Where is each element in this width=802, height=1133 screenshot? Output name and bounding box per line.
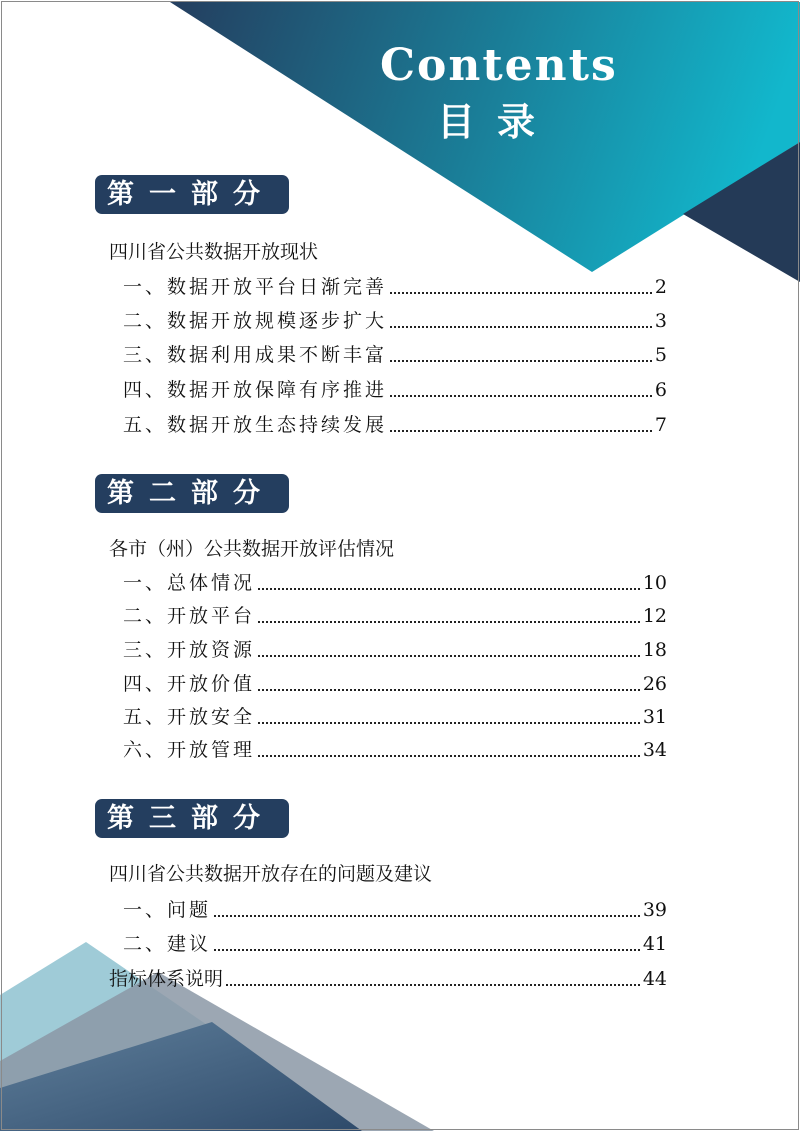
toc-entry-page: 12 xyxy=(642,605,667,627)
dot-leader xyxy=(214,949,640,951)
toc-entry[interactable] xyxy=(123,637,667,663)
toc-entry-label: 三、数据利用成果不断丰富 xyxy=(123,344,388,366)
toc-entry[interactable] xyxy=(123,308,667,334)
toc-entry-label: 二、数据开放规模逐步扩大 xyxy=(123,310,388,332)
toc-entry-page: 10 xyxy=(642,572,667,594)
toc-entry-label: 六、开放管理 xyxy=(123,739,256,761)
toc-entry-label: 一、总体情况 xyxy=(123,572,256,594)
part-1-heading: 四川省公共数据开放现状 xyxy=(109,241,319,263)
toc-entry-page: 34 xyxy=(642,739,667,761)
toc-entry-label: 指标体系说明 xyxy=(109,968,224,990)
toc-entry[interactable] xyxy=(123,931,667,957)
toc-entry-label: 四、开放价值 xyxy=(123,673,256,695)
toc-entry[interactable] xyxy=(123,737,667,763)
toc-entry-page: 6 xyxy=(654,379,667,401)
part-2-heading: 各市（州）公共数据开放评估情况 xyxy=(109,538,395,560)
toc-entry-page: 39 xyxy=(642,899,667,921)
toc-entry[interactable] xyxy=(123,274,667,300)
dot-leader xyxy=(258,722,640,724)
dot-leader xyxy=(390,292,652,294)
toc-appendix-entry[interactable] xyxy=(109,966,667,992)
dot-leader xyxy=(258,689,640,691)
toc-entry-label: 二、建议 xyxy=(123,933,212,955)
page-title-en: Contents xyxy=(380,40,618,91)
dot-leader xyxy=(226,984,640,986)
dot-leader xyxy=(258,755,640,757)
toc-entry[interactable] xyxy=(123,897,667,923)
toc-entry-label: 三、开放资源 xyxy=(123,639,256,661)
toc-entry[interactable] xyxy=(123,704,667,730)
toc-entry-page: 44 xyxy=(642,968,667,990)
toc-entry-label: 一、数据开放平台日渐完善 xyxy=(123,276,388,298)
toc-entry-label: 五、开放安全 xyxy=(123,706,256,728)
part-3-heading: 四川省公共数据开放存在的问题及建议 xyxy=(109,863,433,885)
toc-entry-label: 五、数据开放生态持续发展 xyxy=(123,414,388,436)
dot-leader xyxy=(390,360,652,362)
toc-entry[interactable] xyxy=(123,342,667,368)
toc-entry[interactable] xyxy=(123,570,667,596)
toc-entry-page: 5 xyxy=(654,344,667,366)
toc-entry-label: 一、问题 xyxy=(123,899,212,921)
dot-leader xyxy=(390,395,652,397)
toc-entry-page: 18 xyxy=(642,639,667,661)
toc-entry-label: 二、开放平台 xyxy=(123,605,256,627)
dot-leader xyxy=(214,915,640,917)
toc-entry-page: 7 xyxy=(654,414,667,436)
toc-entry[interactable] xyxy=(123,412,667,438)
toc-entry-page: 31 xyxy=(642,706,667,728)
part-1-badge: 第一部分 xyxy=(95,175,289,214)
toc-entry-page: 41 xyxy=(642,933,667,955)
toc-entry[interactable] xyxy=(123,671,667,697)
dot-leader xyxy=(258,588,640,590)
toc-entry-page: 26 xyxy=(642,673,667,695)
toc-entry-page: 3 xyxy=(654,310,667,332)
toc-entry[interactable] xyxy=(123,603,667,629)
part-2-badge: 第二部分 xyxy=(95,474,289,513)
dot-leader xyxy=(258,621,640,623)
toc-entry-page: 2 xyxy=(654,276,667,298)
dot-leader xyxy=(390,430,652,432)
toc-entry-label: 四、数据开放保障有序推进 xyxy=(123,379,388,401)
part-3-badge: 第三部分 xyxy=(95,799,289,838)
toc-entry[interactable] xyxy=(123,377,667,403)
page-title-cn: 目录 xyxy=(436,100,557,144)
dot-leader xyxy=(390,326,652,328)
dot-leader xyxy=(258,655,640,657)
